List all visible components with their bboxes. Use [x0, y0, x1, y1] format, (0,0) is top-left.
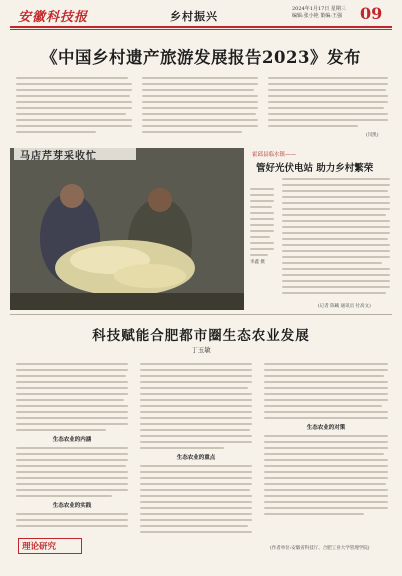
article1-headline: 《中国乡村遗产旅游发展报告2023》发布 [41, 48, 361, 67]
article1-credit: (闫凯) [366, 133, 379, 138]
subhead-measures: 生态农业的对策 [306, 425, 346, 431]
photo-caption [250, 186, 276, 265]
article2-headline: 科技赋能合肥都市圈生态农业发展 [92, 328, 310, 344]
sidebar-credit: (记者 陈曦 通讯员 付高文) [318, 304, 371, 309]
subhead-practice: 生态农业的实践 [52, 503, 92, 509]
subhead-intro: 生态农业的内涵 [52, 437, 92, 443]
header-rule-thin [10, 29, 392, 30]
article2-footnote: (作者单位:安徽省科技厅、合肥工业大学管理学院) [270, 546, 370, 551]
photo-credit: 李鑫 摄 [250, 260, 265, 265]
article2-col2 [140, 360, 252, 533]
article1-col1 [16, 74, 132, 133]
date-box [292, 6, 346, 20]
article1-col2 [142, 74, 258, 133]
article2-byline: 丁玉敏 [191, 346, 211, 354]
article1-body [16, 74, 388, 140]
subhead-focus: 生态农业的重点 [176, 455, 216, 461]
farmers-harvest-photo [10, 148, 244, 310]
column-tag: 理论研究 [22, 542, 57, 552]
header-rule [10, 26, 392, 28]
sidebar-headline: 管好光伏电站 助力乡村繁荣 [256, 163, 374, 174]
page-number: 09 [360, 4, 383, 23]
section-name: 乡村振兴 [170, 10, 218, 23]
article2-col3 [264, 360, 388, 515]
article2-col1 [16, 360, 128, 527]
photo-title: 马店芹芽采收忙 [20, 151, 97, 162]
article1-col3 [268, 74, 388, 127]
section-divider [10, 314, 392, 315]
sidebar-label: 霍邱县临水镇—— [252, 152, 297, 158]
sidebar-body [282, 176, 390, 294]
photo-illustration [10, 148, 244, 310]
date-line: 2024年1月17日 星期三 [292, 6, 346, 12]
editors-line: 编辑:张小艳 策编:王强 [292, 13, 342, 19]
masthead: 安徽科技报 [18, 10, 89, 25]
